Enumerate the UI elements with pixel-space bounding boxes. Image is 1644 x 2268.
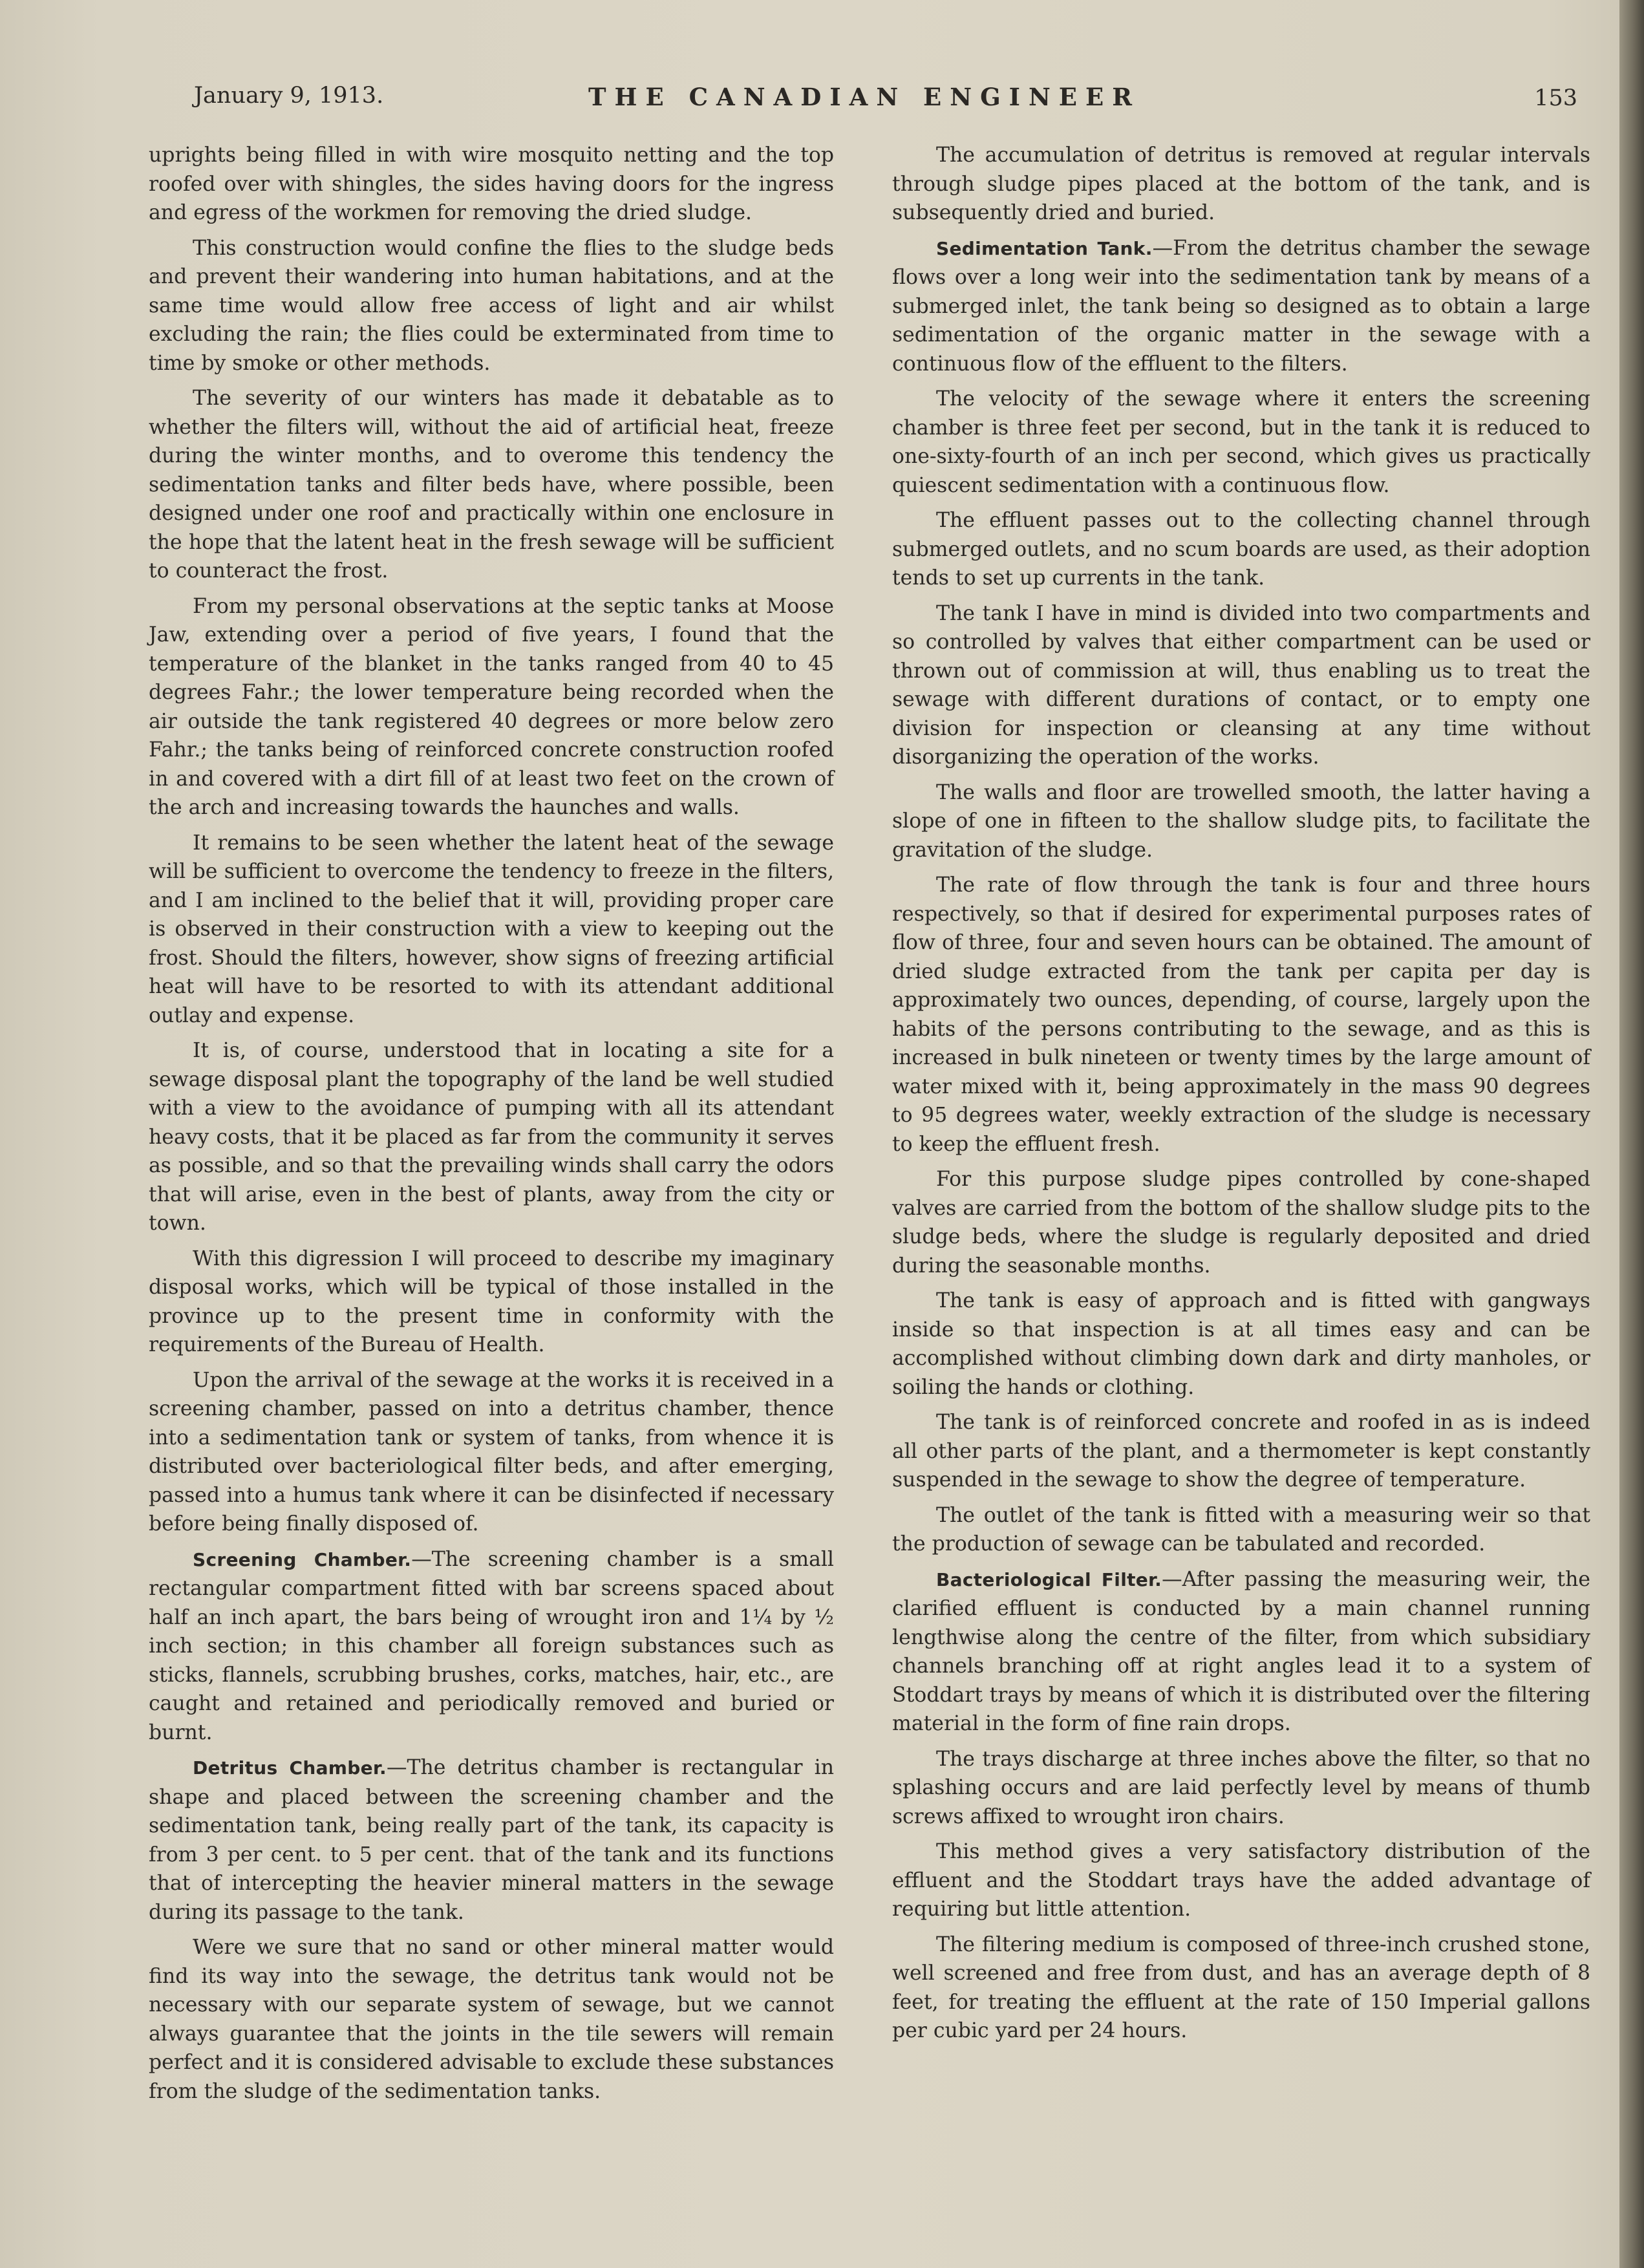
paragraph: [892, 871, 1590, 1159]
paragraph: [892, 506, 1590, 593]
paragraph: [892, 1837, 1590, 1924]
paragraph: [149, 234, 834, 378]
paragraph-text: With this digression I will proceed to describe my imaginary disposal works, which will be typical of those installed in the province up to the present time in conformity with the requirements of the Bureau of Health.: [149, 1246, 834, 1356]
paragraph-text: The tank is of reinforced concrete and roofed in as is indeed all other parts of the plant, and a thermometer is kept constantly suspended in the sewage to show the degree of temperature.: [892, 1411, 1590, 1492]
paragraph-text: From my personal observations at the septic tanks at Moose Jaw, extending over a period of five years, I found that the temperature of the blanket in the tanks ranged from 40 to 45 degrees Fahr.; the lower temperature being recorded when the air outside the tank registered 40 degrees or more below zero Fahr.; the tanks being of reinforced concrete construction roofed in and covered with a dirt fill of at least two feet on the crown of the arch and increasing towards the haunches and walls.: [149, 594, 834, 819]
right-column: [892, 141, 1590, 2052]
paragraph: [892, 1165, 1590, 1280]
paragraph-text: Were we sure that no sand or other mineral matter would find its way into the sewage, the detritus tank would not be necessary with our separate system of sewage, but we cannot always guarantee that the joints in the tile sewers will remain perfect and it is considered advisable to exclude these substances from the sludge of the sedimentation tanks.: [149, 1936, 834, 2103]
paragraph: [892, 1501, 1590, 1559]
paragraph-text: The effluent passes out to the collecting channel through submerged outlets, and no scum boards are used, as their adoption tends to set up currents in the tank.: [892, 509, 1590, 590]
paragraph-text: The velocity of the sewage where it enters the screening chamber is three feet per second, but in the tank it is reduced to one-sixty-fourth of an inch per second, which gives us practically quiescent sedimentation with a continuous flow.: [892, 387, 1590, 497]
paragraph-text: The outlet of the tank is fitted with a measuring weir so that the production of sewage can be tabulated and recorded.: [892, 1503, 1590, 1556]
paragraph: [892, 1745, 1590, 1832]
paragraph-text: The rate of flow through the tank is four and three hours respectively, so that if desired for experimental purposes rates of flow of three, four and seven hours can be obtained. The amount of dried sludge extracted from the tank per capita per day is approximately two ounces, depending, of course, largely upon the habits of the persons contributing to the sewage, and as this is increased in bulk nineteen or twenty times by the large amount of water mixed with it, being approximately in the mass 90 degrees to 95 degrees water, weekly extraction of the sludge is necessary to keep the effluent fresh.: [892, 873, 1590, 1156]
page-number: 153: [1534, 85, 1577, 111]
paragraph: [149, 1036, 834, 1238]
paragraph: [892, 385, 1590, 500]
paragraph: [149, 1545, 834, 1748]
paragraph: [149, 1366, 834, 1539]
paragraph-text: The filtering medium is composed of three-inch crushed stone, well screened and free from dust, and has an average depth of 8 feet, for treating the effluent at the rate of 150 Imperial gallons per cubic yard per 24 hours.: [892, 1932, 1590, 2042]
section-heading: Sedimentation Tank.: [936, 237, 1153, 259]
paragraph-text: It remains to be seen whether the latent heat of the sewage will be sufficient to overcome the tendency to freeze in the filters, and I am inclined to the belief that it will, providing proper care is observed in their construction with a view to keeping out the frost. Should the filters, however, show signs of freezing artificial heat will have to be resorted to with its attendant additional outlay and expense.: [149, 831, 834, 1027]
issue-date: January 9, 1913.: [194, 83, 384, 109]
paragraph-text: The trays discharge at three inches above the filter, so that no splashing occurs and are laid perfectly level by means of thumb screws affixed to wrought iron chairs.: [892, 1747, 1590, 1828]
paragraph-text: —From the detritus chamber the sewage flows over a long weir into the sedimentation tank by means of a submerged inlet, the tank being so designed as to obtain a large sedimentation of the organic matter in the sewage with a continuous flow of the effluent to the filters.: [892, 236, 1591, 376]
paragraph: [149, 1933, 834, 2106]
paragraph-text: For this purpose sludge pipes controlled by cone-shaped valves are carried from the bottom of the shallow sludge pits to the sludge beds, where the sludge is regularly deposited and dried during the seasonable months.: [892, 1168, 1590, 1278]
left-column: [149, 141, 834, 2112]
paragraph-text: —The screening chamber is a small rectangular compartment fitted with bar screens spaced about half an inch apart, the bars being of wrought iron and 1¼ by ½ inch section; in this chamber all foreign substances such as sticks, flannels, scrubbing brushes, corks, matches, hair, etc., are caught and retained and periodically removed and buried or burnt.: [149, 1547, 834, 1744]
section-heading: Bacteriological Filter.: [936, 1568, 1162, 1590]
paragraph: [149, 592, 834, 822]
paragraph: [149, 141, 834, 228]
paragraph: [149, 829, 834, 1031]
paragraph: [149, 1245, 834, 1360]
paragraph: [892, 1287, 1590, 1402]
paragraph-text: This method gives a very satisfactory distribution of the effluent and the Stoddart trays have the added advantage of requiring but little attention.: [892, 1840, 1590, 1921]
section-heading: Detritus Chamber.: [193, 1757, 387, 1779]
paragraph: [892, 1408, 1590, 1495]
paragraph-text: The severity of our winters has made it debatable as to whether the filters will, without the aid of artificial heat, freeze during the winter months, and to overome this tendency the sedimentation tanks and filter beds have, where possible, been designed under one roof and practically within one enclosure in the hope that the latent heat in the fresh sewage will be sufficient to counteract the frost.: [149, 387, 834, 583]
section-heading: Screening Chamber.: [193, 1548, 412, 1570]
paragraph-text: The tank I have in mind is divided into two compartments and so controlled by valves that either compartment can be used or thrown out of commission at will, thus enabling us to treat the sewage with different durations of contact, or to empty one division for inspection or cleansing at any time without disorganizing the operation of the works.: [892, 601, 1590, 769]
paragraph: [149, 384, 834, 586]
paragraph: [892, 778, 1590, 865]
paragraph-text: Upon the arrival of the sewage at the works it is received in a screening chamber, passed on into a detritus chamber, thence into a sedimentation tank or system of tanks, from whence it is distributed over bacteriological filter beds, and after emerging, passed into a humus tank where it can be disinfected if necessary before being finally disposed of.: [149, 1368, 834, 1535]
paragraph-text: The tank is easy of approach and is fitted with gangways inside so that inspection is at all times easy and can be accomplished without climbing down dark and dirty manholes, or soiling the hands or clothing.: [892, 1289, 1590, 1399]
paragraph-text: The accumulation of detritus is removed at regular intervals through sludge pipes placed at the bottom of the tank, and is subsequently dried and buried.: [892, 144, 1590, 224]
paragraph: [892, 1565, 1590, 1738]
running-header: [194, 83, 1577, 122]
paragraph: [892, 1931, 1590, 2046]
paragraph-text: The walls and floor are trowelled smooth, the latter having a slope of one in fifteen to the shallow sludge pits, to facilitate the gravitation of the sludge.: [892, 780, 1590, 862]
paragraph-text: uprights being filled in with wire mosquito netting and the top roofed over with shingles, the sides having doors for the ingress and egress of the workmen for removing the dried sludge.: [149, 144, 834, 224]
paragraph-text: It is, of course, understood that in locating a site for a sewage disposal plant the topography of the land be well studied with a view to the avoidance of pumping with all its attendant heavy costs, that it be placed as far from the community it serves as possible, and so that the prevailing winds shall carry the odors that will arise, even in the best of plants, away from the city or town.: [149, 1039, 834, 1235]
paragraph: [892, 141, 1590, 228]
paragraph: [892, 599, 1590, 772]
paragraph: [149, 1753, 834, 1927]
paragraph: [892, 234, 1590, 379]
paragraph-text: This construction would confine the flies to the sludge beds and prevent their wandering into human habitations, and at the same time would allow free access of light and air whilst excluding the rain; the flies could be exterminated from time to time by smoke or other methods.: [149, 236, 834, 375]
paragraph-text: —After passing the measuring weir, the clarified effluent is conducted by a main channel running lengthwise along the centre of the filter, from which subsidiary channels branching off at right angles lead it to a system of Stoddart trays by means of which it is distributed over the filtering material in the form of fine rain drops.: [892, 1567, 1590, 1735]
binding-shadow: [1619, 0, 1644, 2268]
paragraph-text: —The detritus chamber is rectangular in shape and placed between the screening chamber and the sedimentation tank, being really part of the tank, its capacity is from 3 per cent. to 5 per cent. that of the tank and its functions that of intercepting the heavier mineral matters in the sewage during its passage to the tank.: [149, 1756, 834, 1924]
journal-title: THE CANADIAN ENGINEER: [588, 83, 1140, 111]
